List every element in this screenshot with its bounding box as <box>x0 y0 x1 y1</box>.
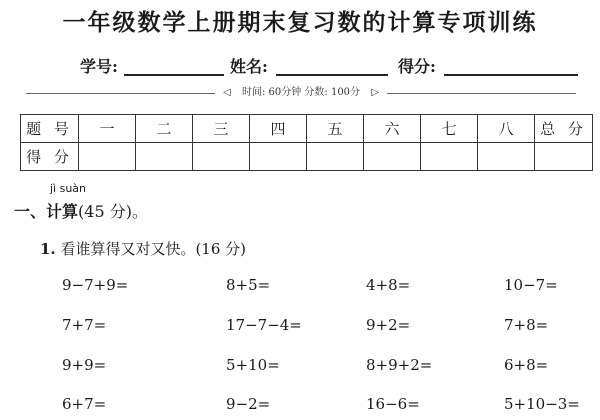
score-cell[interactable] <box>478 143 535 171</box>
math-problem[interactable]: 9−7+9= <box>62 276 129 294</box>
question-heading <box>40 238 246 259</box>
name-label: 姓名: <box>230 57 268 76</box>
math-problem[interactable]: 5+10= <box>226 356 280 374</box>
math-problem[interactable]: 9−2= <box>226 395 271 413</box>
table-header-cell: 总 分 <box>535 115 593 143</box>
score-row-label: 得 分 <box>21 143 79 171</box>
section-title: 一、计算 <box>14 202 79 221</box>
table-header-cell: 七 <box>421 115 478 143</box>
score-cell[interactable] <box>136 143 193 171</box>
score-field[interactable] <box>444 74 578 76</box>
score-table <box>20 114 593 171</box>
section-pinyin: jì suàn <box>50 182 87 195</box>
table-header-cell: 八 <box>478 115 535 143</box>
math-problem[interactable]: 10−7= <box>504 276 558 294</box>
table-header-cell: 五 <box>307 115 364 143</box>
exam-meta-divider <box>26 86 576 100</box>
arrow-right-icon: ▷ <box>367 87 383 98</box>
math-problem[interactable]: 6+8= <box>504 356 549 374</box>
score-cell[interactable] <box>79 143 136 171</box>
score-cell[interactable] <box>535 143 593 171</box>
math-problem[interactable]: 7+7= <box>62 316 107 334</box>
page-title: 一年级数学上册期末复习数的计算专项训练 <box>62 9 538 36</box>
math-problem[interactable]: 17−7−4= <box>226 316 302 334</box>
student-id-field[interactable] <box>124 74 224 76</box>
math-problem[interactable]: 9+2= <box>366 316 411 334</box>
math-problem[interactable]: 5+10−3= <box>504 395 580 413</box>
question-number: 1. <box>40 240 56 258</box>
score-cell[interactable] <box>307 143 364 171</box>
student-id-label: 学号: <box>80 57 118 76</box>
score-cell[interactable] <box>421 143 478 171</box>
exam-time-score: 时间: 60分钟 分数: 100分 <box>238 87 364 98</box>
math-problem[interactable]: 8+5= <box>226 276 271 294</box>
score-cell[interactable] <box>193 143 250 171</box>
section-points: (45 分)。 <box>78 202 148 221</box>
score-label: 得分: <box>398 57 436 76</box>
name-field[interactable] <box>276 74 388 76</box>
table-header-cell: 二 <box>136 115 193 143</box>
math-problem[interactable]: 9+9= <box>62 356 107 374</box>
math-problem[interactable]: 8+9+2= <box>366 356 433 374</box>
table-header-cell: 一 <box>79 115 136 143</box>
score-table-header-row <box>21 115 593 143</box>
problem-grid <box>0 276 600 416</box>
arrow-left-icon: ◁ <box>219 87 235 98</box>
section-heading <box>14 199 148 222</box>
student-info-row <box>0 54 600 80</box>
table-header-cell: 六 <box>364 115 421 143</box>
score-table-score-row <box>21 143 593 171</box>
question-text: 看谁算得又对又快。(16 分) <box>60 240 247 258</box>
table-header-cell: 题 号 <box>21 115 79 143</box>
score-cell[interactable] <box>364 143 421 171</box>
math-problem[interactable]: 4+8= <box>366 276 411 294</box>
math-problem[interactable]: 7+8= <box>504 316 549 334</box>
math-problem[interactable]: 16−6= <box>366 395 420 413</box>
math-problem[interactable]: 6+7= <box>62 395 107 413</box>
table-header-cell: 四 <box>250 115 307 143</box>
table-header-cell: 三 <box>193 115 250 143</box>
score-cell[interactable] <box>250 143 307 171</box>
